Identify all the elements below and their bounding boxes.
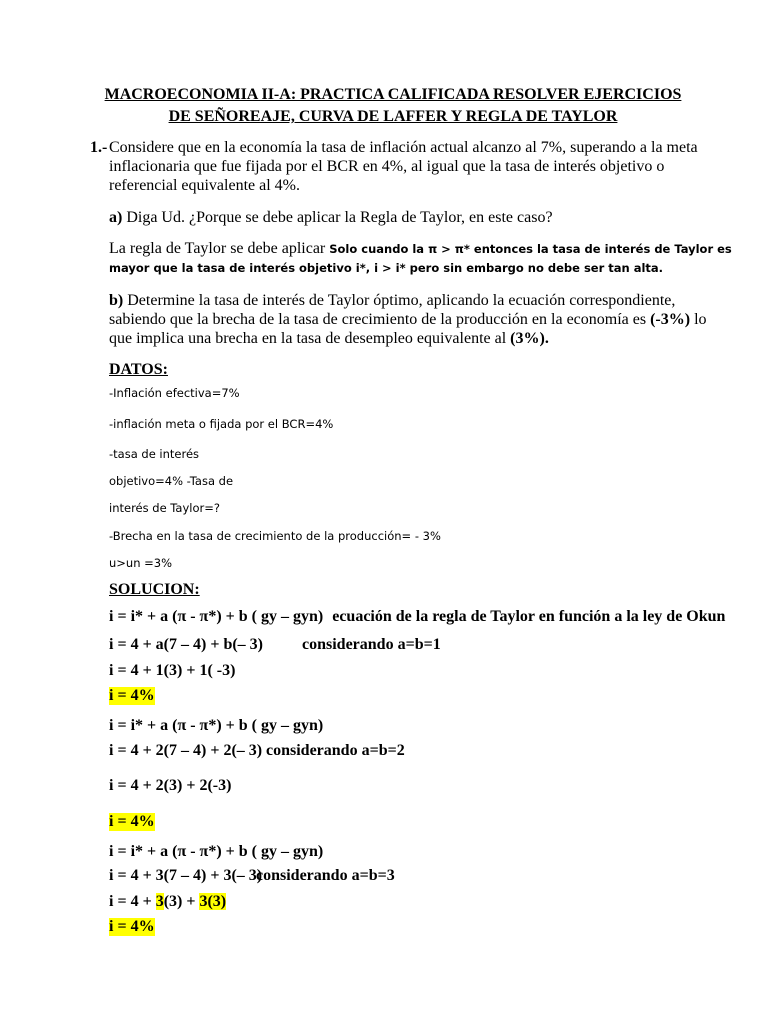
part-b-line2 xyxy=(109,311,707,329)
case2-result: i = 4% xyxy=(109,813,155,830)
case2-line2: i = 4 + 2(3) + 2(-3) xyxy=(109,777,232,794)
case3-formula: i = i* + a (π - π*) + b ( gy – gyn) xyxy=(109,843,324,860)
part-a-answer-bold: Solo cuando la π > π* entonces la tasa de interés de Taylor es xyxy=(329,242,732,256)
part-a-text: Diga Ud. ¿Porque se debe aplicar la Regla de Taylor, en este caso? xyxy=(122,209,553,226)
case3-result: i = 4% xyxy=(109,918,155,935)
question-1-line2: inflacionaria que fue fijada por el BCR en 4%, al igual que la tasa de interés objetivo o xyxy=(109,158,665,175)
case1-result: i = 4% xyxy=(109,687,155,704)
document-title-line2: DE SEÑOREAJE, CURVA DE LAFFER Y REGLA DE TAYLOR xyxy=(168,108,618,125)
datos-item: -Brecha en la tasa de crecimiento de la producción= - 3% xyxy=(109,529,441,543)
datos-item: -Inflación efectiva=7% xyxy=(109,386,240,400)
solucion-heading: SOLUCION: xyxy=(109,581,200,598)
part-a-answer-line2: mayor que la tasa de interés objetivo i*, i > i* pero sin embargo no debe ser tan alta. xyxy=(109,261,664,275)
case1-line1: i = 4 + a(7 – 4) + b(– 3) xyxy=(109,636,264,653)
case1-note: considerando a=b=1 xyxy=(302,636,441,653)
case3-line2-a: i = 4 + xyxy=(109,893,156,910)
datos-heading: DATOS: xyxy=(109,361,168,378)
taylor-formula xyxy=(109,608,725,626)
part-b-unemployment-gap: (3%). xyxy=(510,330,549,347)
taylor-formula-eq: i = i* + a (π - π*) + b ( gy – gyn) xyxy=(109,608,324,625)
case2-line1: i = 4 + 2(7 – 4) + 2(– 3) xyxy=(109,742,263,759)
part-b-line3 xyxy=(109,330,549,348)
case2-formula: i = i* + a (π - π*) + b ( gy – gyn) xyxy=(109,717,324,734)
case3-highlight-2: 3(3) xyxy=(199,893,227,910)
question-number: 1.- xyxy=(90,139,108,156)
case3-line2 xyxy=(109,893,226,911)
case3-line1: i = 4 + 3(7 – 4) + 3(– 3) xyxy=(109,867,263,884)
part-a-answer-line1 xyxy=(109,240,732,258)
part-b-line3-text: que implica una brecha en la tasa de desempleo equivalente al xyxy=(109,330,511,347)
datos-item: objetivo=4% -Tasa de xyxy=(109,474,234,488)
case3-line2-b: (3) + xyxy=(163,893,200,910)
part-b-label: b) xyxy=(109,292,124,309)
datos-item: u>un =3% xyxy=(109,556,173,570)
part-a-question xyxy=(109,209,553,227)
case3-note: considerando a=b=3 xyxy=(256,867,395,884)
part-b-line2-text: sabiendo que la brecha de la tasa de crecimiento de la producción en la economía es xyxy=(109,311,651,328)
case1-line2: i = 4 + 1(3) + 1( -3) xyxy=(109,662,236,679)
part-a-answer-prefix: La regla de Taylor se debe aplicar xyxy=(109,240,330,257)
case3-highlight-1: 3 xyxy=(155,893,164,910)
part-b-text: Determine la tasa de interés de Taylor óptimo, aplicando la ecuación correspondiente, xyxy=(123,292,676,309)
case2-note: considerando a=b=2 xyxy=(266,742,405,759)
datos-item: interés de Taylor=? xyxy=(109,501,220,515)
datos-item: -tasa de interés xyxy=(109,447,200,461)
part-b-line2-post: lo xyxy=(690,311,707,328)
taylor-formula-note: ecuación de la regla de Taylor en función a la ley de Okun xyxy=(332,608,726,625)
question-1-line3: referencial equivalente al 4%. xyxy=(109,177,300,194)
document-title-line1: MACROECONOMIA II-A: PRACTICA CALIFICADA RESOLVER EJERCICIOS xyxy=(104,86,682,103)
part-b-gap-value: (-3%) xyxy=(650,311,691,328)
part-a-label: a) xyxy=(109,209,123,226)
part-b-line1 xyxy=(109,292,675,310)
datos-item: -inflación meta o fijada por el BCR=4% xyxy=(109,417,334,431)
question-1-line1: Considere que en la economía la tasa de inflación actual alcanzo al 7%, superando a la meta xyxy=(109,139,698,156)
